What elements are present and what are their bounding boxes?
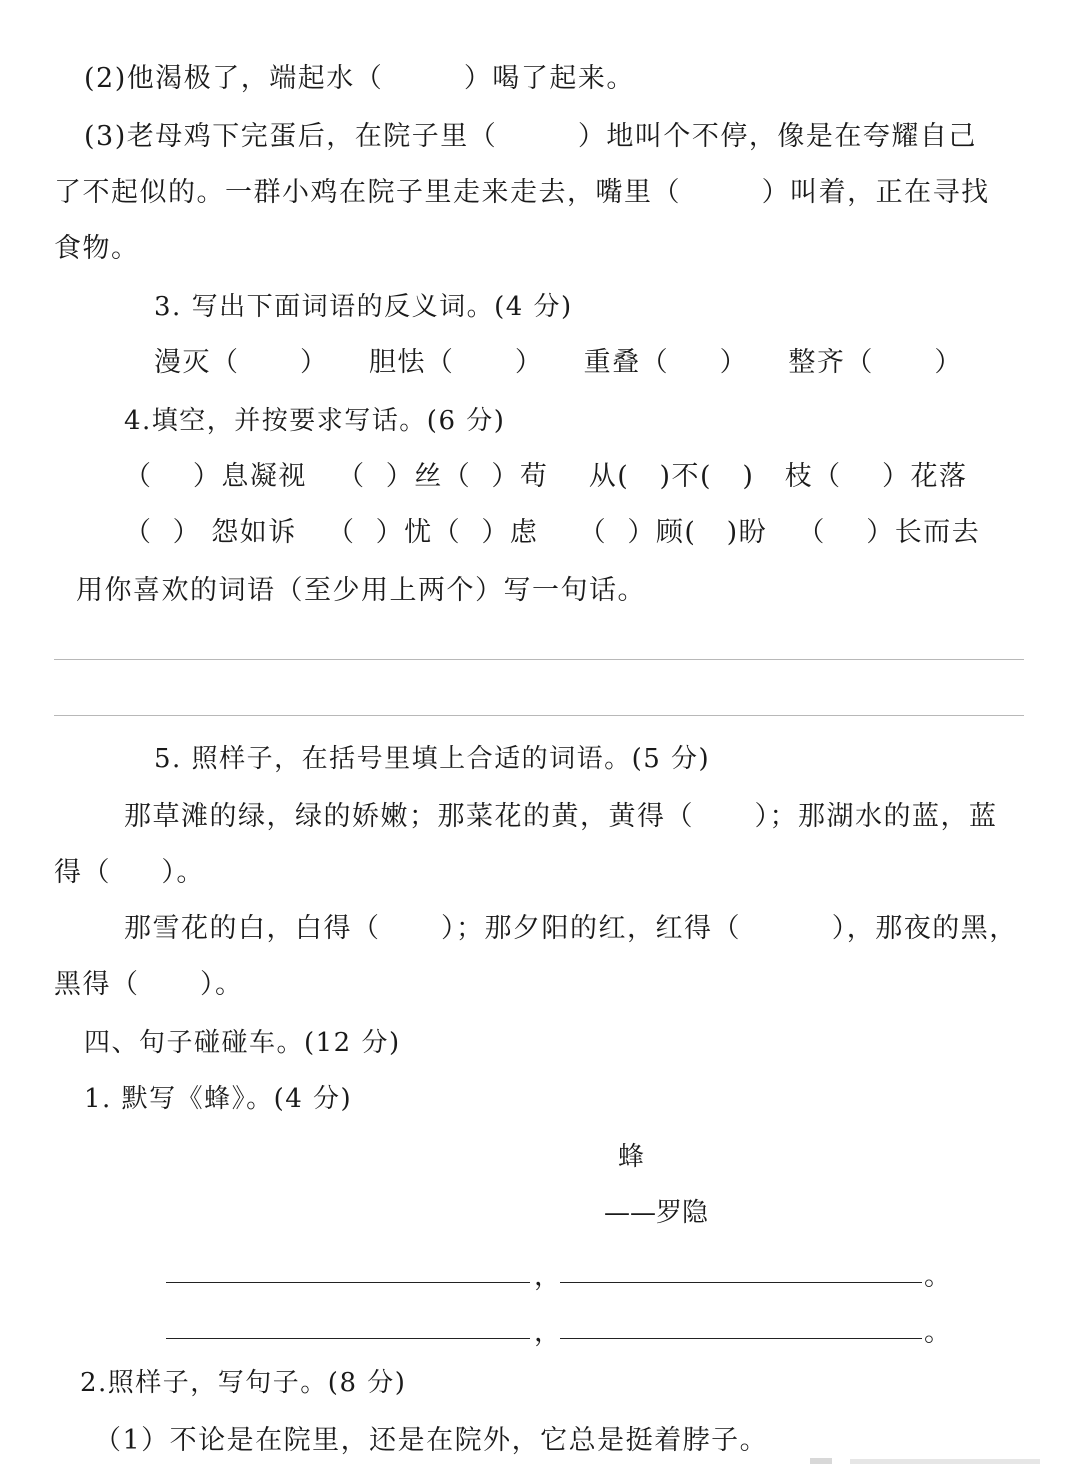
antonym-blanks: 漫灭（ ） 胆怯（ ） 重叠（ ） 整齐（ ） (154, 347, 963, 378)
question-5-line4: 黑得（ ）。 (54, 969, 244, 1000)
watermark-icon (810, 1452, 1060, 1464)
answer-line-2 (54, 715, 1024, 716)
poem-comma-2: ， (534, 1317, 561, 1348)
section-4-q1-heading: 1. 默写《蜂》。(4 分) (84, 1084, 353, 1114)
poem-blank-2 (560, 1282, 922, 1283)
poem-author: ——罗隐 (604, 1198, 709, 1228)
question-5-line1: 那草滩的绿，绿的娇嫩；那菜花的黄，黄得（ ）；那湖水的蓝，蓝 (124, 801, 998, 832)
idiom-row-2: （ ） 怨如诉 （ ）忧（ ）虑 （ ）顾( )盼 （ ）长而去 (124, 517, 981, 548)
poem-blank-4 (560, 1338, 922, 1339)
question-5-line3: 那雪花的白，白得（ ）；那夕阳的红，红得（ ），那夜的黑， (124, 913, 1018, 944)
answer-line-1 (54, 659, 1024, 660)
poem-period-2: 。 (924, 1317, 951, 1348)
poem-comma-1: ， (534, 1261, 561, 1292)
section-4-q2-heading: 2.照样子，写句子。(8 分) (80, 1368, 407, 1398)
question-2-3-line3: 食物。 (54, 233, 140, 264)
poem-blank-3 (166, 1338, 530, 1339)
question-3-heading: 3. 写出下面词语的反义词。(4 分) (154, 292, 573, 322)
question-5-line2: 得（ ）。 (54, 857, 205, 888)
poem-title: 蜂 (618, 1142, 645, 1172)
question-5-heading: 5. 照样子，在括号里填上合适的词语。(5 分) (154, 744, 711, 774)
poem-period-1: 。 (924, 1261, 951, 1292)
question-4-heading: 4.填空，并按要求写话。(6 分) (124, 406, 506, 436)
question-2-2: (2)他渴极了，端起水（ ）喝了起来。 (84, 63, 635, 94)
section-4-heading: 四、句子碰碰车。(12 分) (84, 1028, 401, 1058)
section-4-q2-sample: （1）不论是在院里，还是在院外，它总是挺着脖子。 (94, 1425, 769, 1456)
poem-blank-1 (166, 1282, 530, 1283)
idiom-row-1: （ ）息凝视 （ ）丝（ ）苟 从( )不( ) 枝（ ）花落 (124, 461, 968, 492)
sentence-prompt: 用你喜欢的词语（至少用上两个）写一句话。 (76, 575, 646, 606)
question-2-3-line2: 了不起似的。一群小鸡在院子里走来走去，嘴里（ ）叫着，正在寻找 (54, 177, 990, 208)
question-2-3-line1: (3)老母鸡下完蛋后，在院子里（ ）地叫个不停，像是在夸耀自己 (84, 121, 977, 152)
